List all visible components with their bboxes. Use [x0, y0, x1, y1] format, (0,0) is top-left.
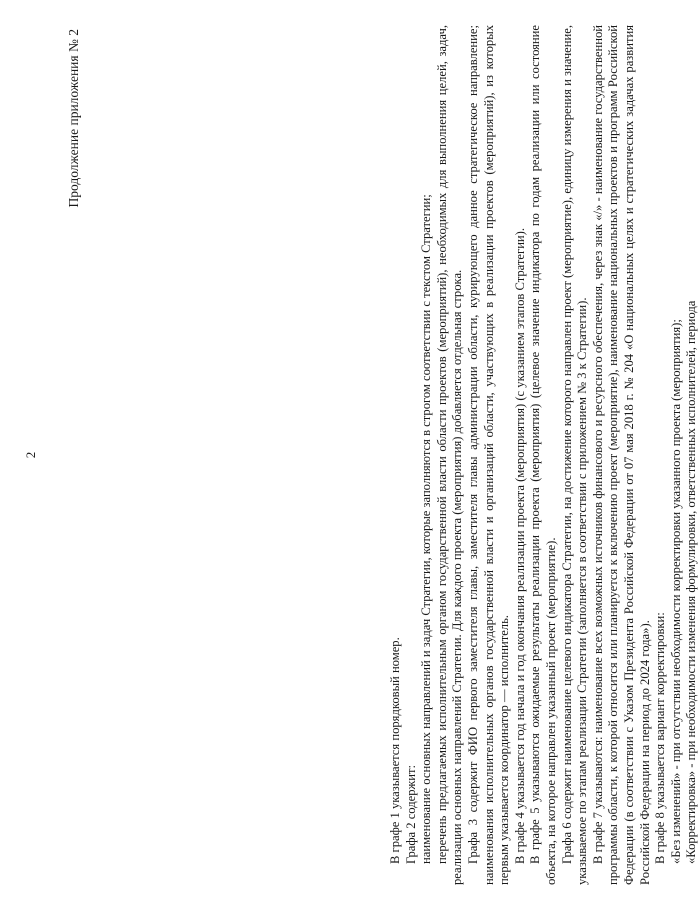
- paragraph-10: В графе 8 указывается вариант корректировки:: [653, 612, 668, 864]
- paragraph-12: «Корректировка» - при необходимости изменения формулировки, ответственных исполнителей, периода: [684, 300, 699, 864]
- paragraph-2: Графа 2 содержит:: [403, 765, 418, 864]
- paragraph-11: «Без изменений» - при отсутствии необходимости корректировки указанного проекта (мероприятия);: [668, 319, 683, 864]
- paragraph-5: Графа 3 содержит ФИО первого заместителя главы, заместителя главы администрации области, курирующего данное стратегическое направление; наименования исполнительных органов государственной власти и организаций области, участвующих в реализации проектов (мероприятий), из которых первым указывается координатор — исполнитель.: [465, 25, 512, 885]
- document-body: [388, 25, 700, 885]
- paragraph-1: В графе 1 указывается порядковый номер.: [388, 637, 402, 864]
- paragraph-9: В графе 7 указываются: наименование всех возможных источников финансового и ресурсного обеспечения, через знак «/» - наименование государственной программы области, к которой относится или планируется к включению проект (мероприятие), наименование национальных проектов и программ Российской Федерации (в соответствии с Указом Президента Российской Федерации от 07 мая 2018 г. № 204 «О национальных целях и стратегических задачах развития Российской Федерации на период до 2024 года»).: [590, 25, 652, 885]
- page-number: 2: [23, 451, 38, 459]
- appendix-header: Продолжение приложения № 2: [66, 29, 81, 208]
- paragraph-8: Графа 6 содержит наименование целевого индикатора Стратегии, на достижение которого направлен проект (мероприятие), единицу измерения и значение, указываемое по этапам реализации Стратегии (заполняется в соответствии с приложением № 3 к Стратегии).: [559, 25, 590, 885]
- paragraph-6: В графе 4 указывается год начала и год окончания реализации проекта (мероприятия) (с указанием этапов Стратегии).: [512, 227, 527, 864]
- paragraph-3: наименование основных направлений и задач Стратегии, которые заполняются в строгом соответствии с текстом Стратегии;: [419, 194, 434, 864]
- paragraph-4: перечень предлагаемых исполнительным органом государственной власти области проектов (мероприятий), необходимых для выполнения целей, задач, реализации основных направлений Стратегии. Для каждого проекта (мероприятия) добавляется отдельная строка.: [434, 25, 465, 885]
- rotated-page: [20, 25, 699, 885]
- paragraph-7: В графе 5 указываются ожидаемые результаты реализации проекта (мероприятия) (целевое значение индикатора по годам реализации или состояние объекта, на которое направлен указанный проект (мероприятие).: [528, 25, 558, 885]
